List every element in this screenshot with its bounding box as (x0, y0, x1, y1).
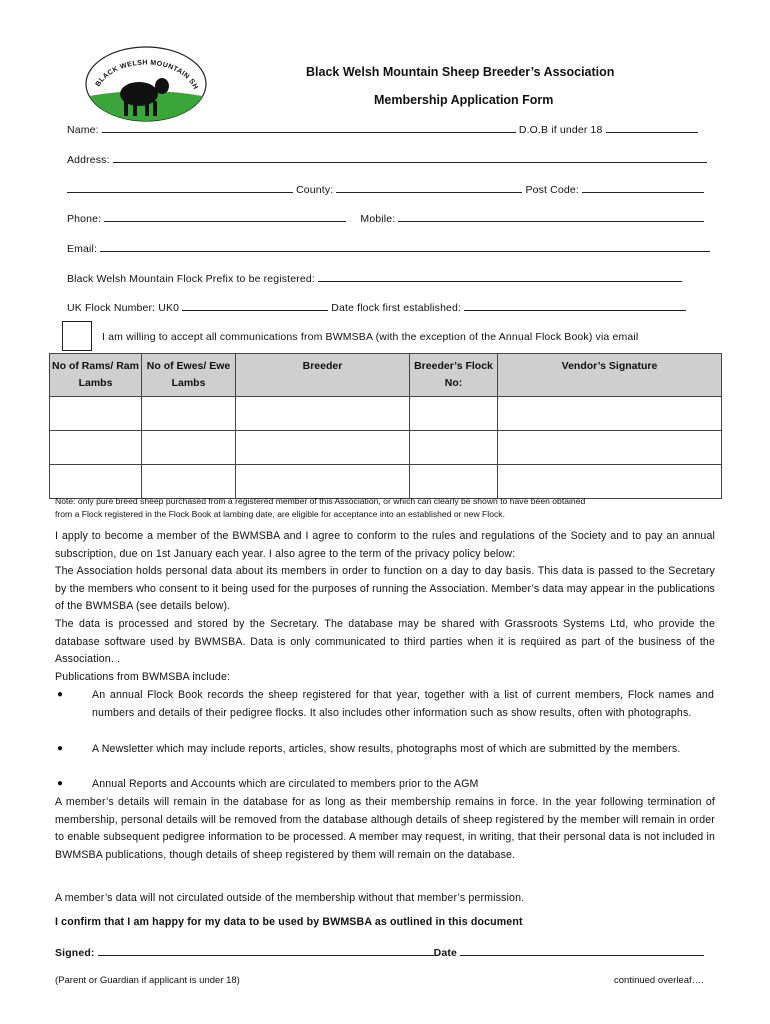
email-consent-checkbox[interactable] (62, 321, 92, 351)
postcode-input-line[interactable] (582, 182, 704, 193)
address-input-line[interactable] (113, 152, 707, 163)
privacy-paragraph-1: The Association holds personal data about its members in order to function on a day to day basis. This data is passed to the Secretary by the members who consent to it being used for the purposes of running the Association. Member’s data may appear in the publications of the BWMSBA (see details below). (55, 565, 715, 613)
phone-input-line[interactable] (104, 211, 346, 222)
email-row (67, 241, 710, 255)
dob-label: D.O.B if under 18 (518, 124, 603, 136)
table-row (50, 431, 722, 465)
application-paragraph: I apply to become a member of the BWMSBA and I agree to conform to the rules and regulations of the Society and to pay an annual subscription, due on 1st January each year. I also agree to the term of the privacy policy below: (55, 530, 715, 560)
bullet-annual-reports: Annual Reports and Accounts which are circulated to members prior to the AGM (92, 778, 479, 790)
form-subheading: Membership Application Form (374, 93, 554, 107)
sheep-purchase-table (49, 353, 722, 499)
association-logo (84, 45, 208, 123)
name-label: Name: (67, 124, 99, 136)
table-cell[interactable] (142, 397, 236, 431)
privacy-paragraph-2: The data is processed and stored by the Secretary. The database may be shared with Grassroots Systems Ltd, who provide the database software used by BWMSBA. Data is only communicated to third parties when it is required as part of the business of the Association. . (55, 618, 715, 666)
address-line-2[interactable] (67, 182, 293, 193)
table-cell[interactable] (410, 431, 498, 465)
table-cell[interactable] (142, 431, 236, 465)
svg-text:BLACK WELSH MOUNTAIN SHEEP: BLACK WELSH MOUNTAIN SH (94, 59, 199, 91)
signature-row (55, 945, 704, 959)
bullet-newsletter: A Newsletter which may include reports, articles, show results, photographs most of which are submitted by the members. (92, 743, 681, 755)
email-label: Email: (67, 243, 98, 255)
bullet-icon: ● (57, 778, 64, 789)
address-row (67, 152, 707, 166)
table-header-row (50, 354, 722, 397)
bullet-icon: ● (57, 743, 64, 754)
prefix-input-line[interactable] (318, 271, 682, 282)
eligibility-note-line-2: from a Flock registered in the Flock Book at lambing date, are eligible for acceptance into an established or new Flock. (55, 509, 505, 519)
prefix-row (67, 271, 682, 285)
phone-label: Phone: (67, 213, 102, 225)
table-cell[interactable] (50, 431, 142, 465)
uk-flock-row (67, 300, 686, 314)
prefix-label: Black Welsh Mountain Flock Prefix to be registered: (67, 273, 315, 285)
date-established-label: Date flock first established: (331, 302, 462, 314)
phone-row (67, 211, 704, 225)
guardian-note: (Parent or Guardian if applicant is under 18) (55, 975, 240, 986)
continued-note: continued overleaf…. (614, 975, 704, 986)
retention-paragraph: A member’s details will remain in the database for as long as their membership remains in force. In the year following termination of membership, personal details will be removed from the database although details of sheep registered by the member will remain in order to enable subsequent pedigree information to be processed. A member may request, in writing, that their personal data is not included in BWMSBA publications, though details of sheep registered by them will remain on the database. (55, 796, 715, 862)
sheep-logo-icon (84, 45, 208, 123)
name-row (67, 122, 698, 136)
signature-column-header: Vendor’s Signature (498, 354, 722, 397)
publications-heading: Publications from BWMSBA include: (55, 671, 231, 683)
mobile-label: Mobile: (360, 213, 396, 225)
eligibility-note-line-1: Note: only pure breed sheep purchased from a registered member of this Association, or which can clearly be shown to have been obtained (55, 496, 586, 506)
county-input-line[interactable] (336, 182, 522, 193)
table-cell[interactable] (142, 465, 236, 499)
table-cell[interactable] (410, 397, 498, 431)
address-label: Address: (67, 154, 110, 166)
county-row (67, 182, 704, 196)
postcode-label: Post Code: (525, 184, 579, 196)
table-cell[interactable] (410, 465, 498, 499)
table-row (50, 465, 722, 499)
rams-column-header: No of Rams/ Ram Lambs (50, 354, 142, 397)
table-cell[interactable] (236, 397, 410, 431)
signed-label: Signed: (55, 947, 95, 959)
table-row (50, 397, 722, 431)
date-established-input-line[interactable] (464, 300, 686, 311)
dob-input-line[interactable] (606, 122, 698, 133)
table-cell[interactable] (236, 465, 410, 499)
date-input-line[interactable] (460, 945, 704, 956)
sharing-paragraph: A member’s data will not circulated outside of the membership without that member’s permission. (55, 892, 525, 904)
name-input-line[interactable] (102, 122, 516, 133)
mobile-input-line[interactable] (398, 211, 704, 222)
table-cell[interactable] (50, 465, 142, 499)
confirmation-statement: I confirm that I am happy for my data to be used by BWMSBA as outlined in this document (55, 916, 523, 928)
table-cell[interactable] (236, 431, 410, 465)
bullet-flock-book: An annual Flock Book records the sheep registered for that year, together with a list of current members, Flock names and numbers and details of their pedigree flocks. It also includes other information such as show results, often with photographs. (92, 689, 714, 719)
email-consent-label: I am willing to accept all communications from BWMSBA (with the exception of the Annual Flock Book) via email (102, 331, 639, 343)
signature-input-line[interactable] (98, 945, 434, 956)
table-cell[interactable] (498, 397, 722, 431)
uk-flock-label: UK Flock Number: UK0 (67, 302, 180, 314)
breeder-column-header: Breeder (236, 354, 410, 397)
flock-no-column-header: Breeder’s Flock No: (410, 354, 498, 397)
bullet-icon: ● (57, 689, 64, 700)
email-input-line[interactable] (100, 241, 710, 252)
county-label: County: (296, 184, 334, 196)
ewes-column-header: No of Ewes/ Ewe Lambs (142, 354, 236, 397)
table-cell[interactable] (498, 465, 722, 499)
uk-flock-input-line[interactable] (182, 300, 328, 311)
table-cell[interactable] (498, 431, 722, 465)
date-label: Date (433, 947, 457, 959)
table-cell[interactable] (50, 397, 142, 431)
form-heading: Black Welsh Mountain Sheep Breeder’s Association (306, 65, 615, 79)
